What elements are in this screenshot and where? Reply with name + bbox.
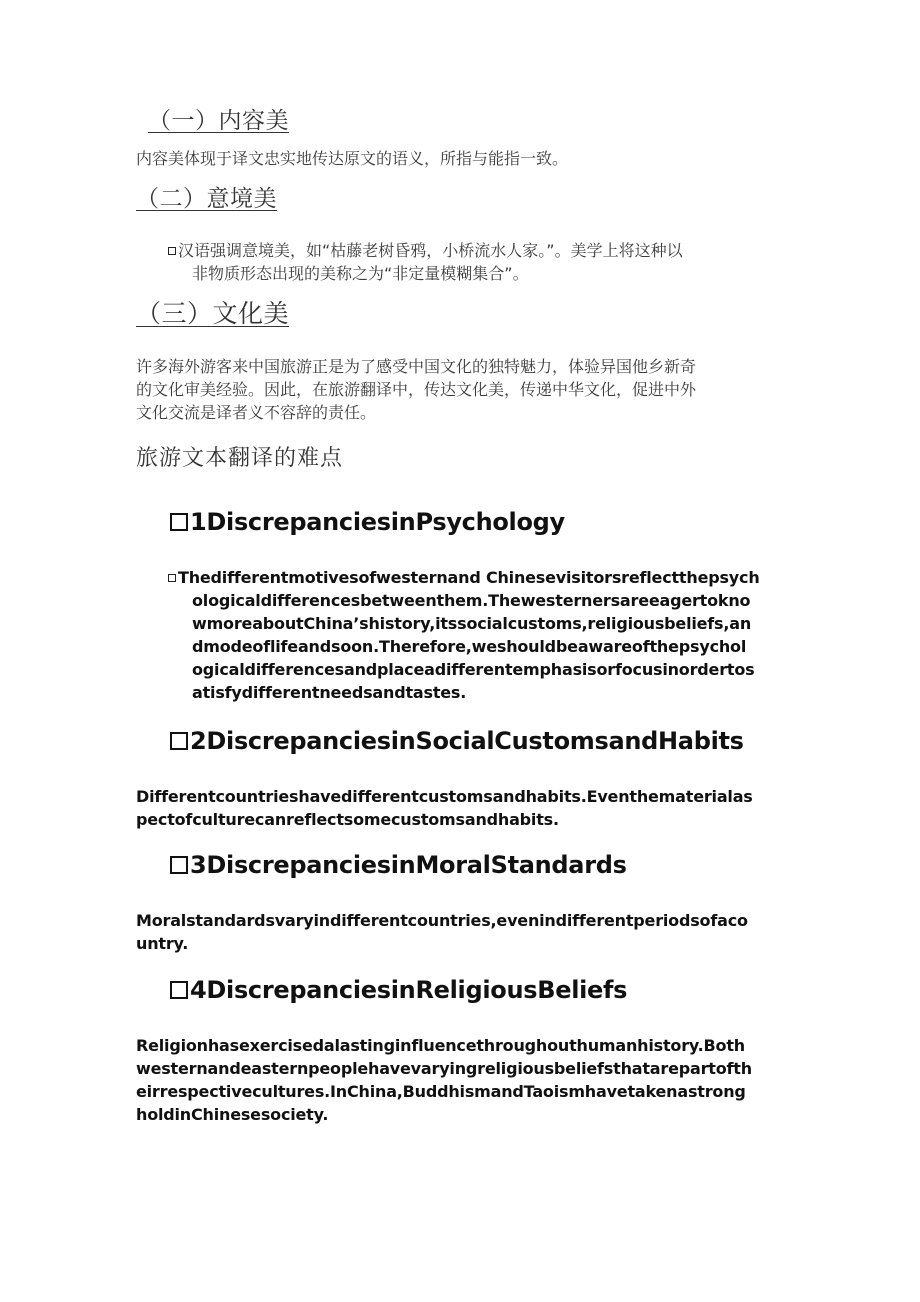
- paragraph-line: Moralstandardsvaryindifferentcountries,evenindifferentperiodsofaco: [136, 911, 748, 930]
- heading-psychology: [170, 507, 565, 537]
- heading-content-beauty: （一）内容美: [148, 108, 289, 134]
- square-bullet-icon: [170, 856, 188, 874]
- section-title-difficulties: 旅游文本翻译的难点: [136, 446, 344, 471]
- bullet-text: 汉语强调意境美，如“枯藤老树昏鸦，小桥流水人家。”。美学上将这种以: [178, 241, 683, 260]
- paragraph-line: Differentcountrieshavedifferentcustomsandhabits.Eventhematerialas: [136, 787, 753, 806]
- bullet-artistic-beauty: [168, 239, 808, 285]
- paragraph-line: atisfydifferentneedsandtastes.: [192, 683, 467, 702]
- paragraph-line: dmodeoflifeandsoon.Therefore,weshouldbeawareofthepsychol: [192, 637, 747, 656]
- paragraph-moral-standards: [136, 909, 816, 955]
- paragraph-line: 的文化审美经验。因此，在旅游翻译中，传达文化美，传递中华文化，促进中外: [136, 380, 697, 399]
- paragraph-line: westernandeasternpeoplehavevaryingreligiousbeliefsthatarepartofth: [136, 1059, 752, 1078]
- square-bullet-icon: [170, 981, 188, 999]
- paragraph-line: holdinChinesesociety.: [136, 1105, 329, 1124]
- paragraph-line: 许多海外游客来中国旅游正是为了感受中国文化的独特魅力，体验异国他乡新奇: [136, 357, 697, 376]
- paragraph-social-customs: [136, 785, 816, 831]
- bullet-artistic-beauty-line1: [168, 239, 808, 262]
- paragraph-line: ogicaldifferencesandplaceadifferentemphasisorfocusinordertos: [192, 660, 755, 679]
- square-bullet-icon: [168, 574, 176, 582]
- heading-text: 2DiscrepanciesinSocialCustomsandHabits: [190, 727, 744, 755]
- paragraph-content-beauty: 内容美体现于译文忠实地传达原文的语义，所指与能指一致。: [136, 149, 569, 168]
- heading-moral-standards: [170, 850, 627, 880]
- heading-text: 3DiscrepanciesinMoralStandards: [190, 851, 627, 879]
- bullet-artistic-beauty-line2: 非物质形态出现的美称之为“非定量模糊集合”。: [192, 264, 529, 283]
- paragraph-cultural-beauty: [136, 355, 816, 424]
- paragraph-line: ologicaldifferencesbetweenthem.Thewesternersareeagertokno: [192, 591, 751, 610]
- paragraph-line: 文化交流是译者义不容辞的责任。: [136, 403, 377, 422]
- square-bullet-icon: [170, 732, 188, 750]
- heading-artistic-beauty: （二）意境美: [136, 186, 277, 212]
- paragraph-line: pectofculturecanreflectsomecustomsandhabits.: [136, 810, 559, 829]
- heading-cultural-beauty: （三）文化美: [136, 299, 290, 328]
- heading-social-customs: [170, 726, 744, 756]
- bullet-psychology: [168, 566, 808, 704]
- bullet-text: Thedifferentmotivesofwesternand Chinesevisitorsreflectthepsych: [178, 568, 760, 587]
- heading-text: 1DiscrepanciesinPsychology: [190, 508, 565, 536]
- square-bullet-icon: [168, 247, 176, 255]
- square-bullet-icon: [170, 513, 188, 531]
- paragraph-line: eirrespectivecultures.InChina,BuddhismandTaoismhavetakenastrong: [136, 1082, 746, 1101]
- paragraph-line: Religionhasexercisedalastinginfluencethroughouthumanhistory.Both: [136, 1036, 745, 1055]
- paragraph-line: untry.: [136, 934, 189, 953]
- heading-text: 4DiscrepanciesinReligiousBeliefs: [190, 976, 628, 1004]
- paragraph-religious-beliefs: [136, 1034, 816, 1126]
- heading-religious-beliefs: [170, 975, 627, 1005]
- paragraph-line: wmoreaboutChina’shistory,itssocialcustoms,religiousbeliefs,an: [192, 614, 752, 633]
- paragraph-line: [168, 566, 808, 589]
